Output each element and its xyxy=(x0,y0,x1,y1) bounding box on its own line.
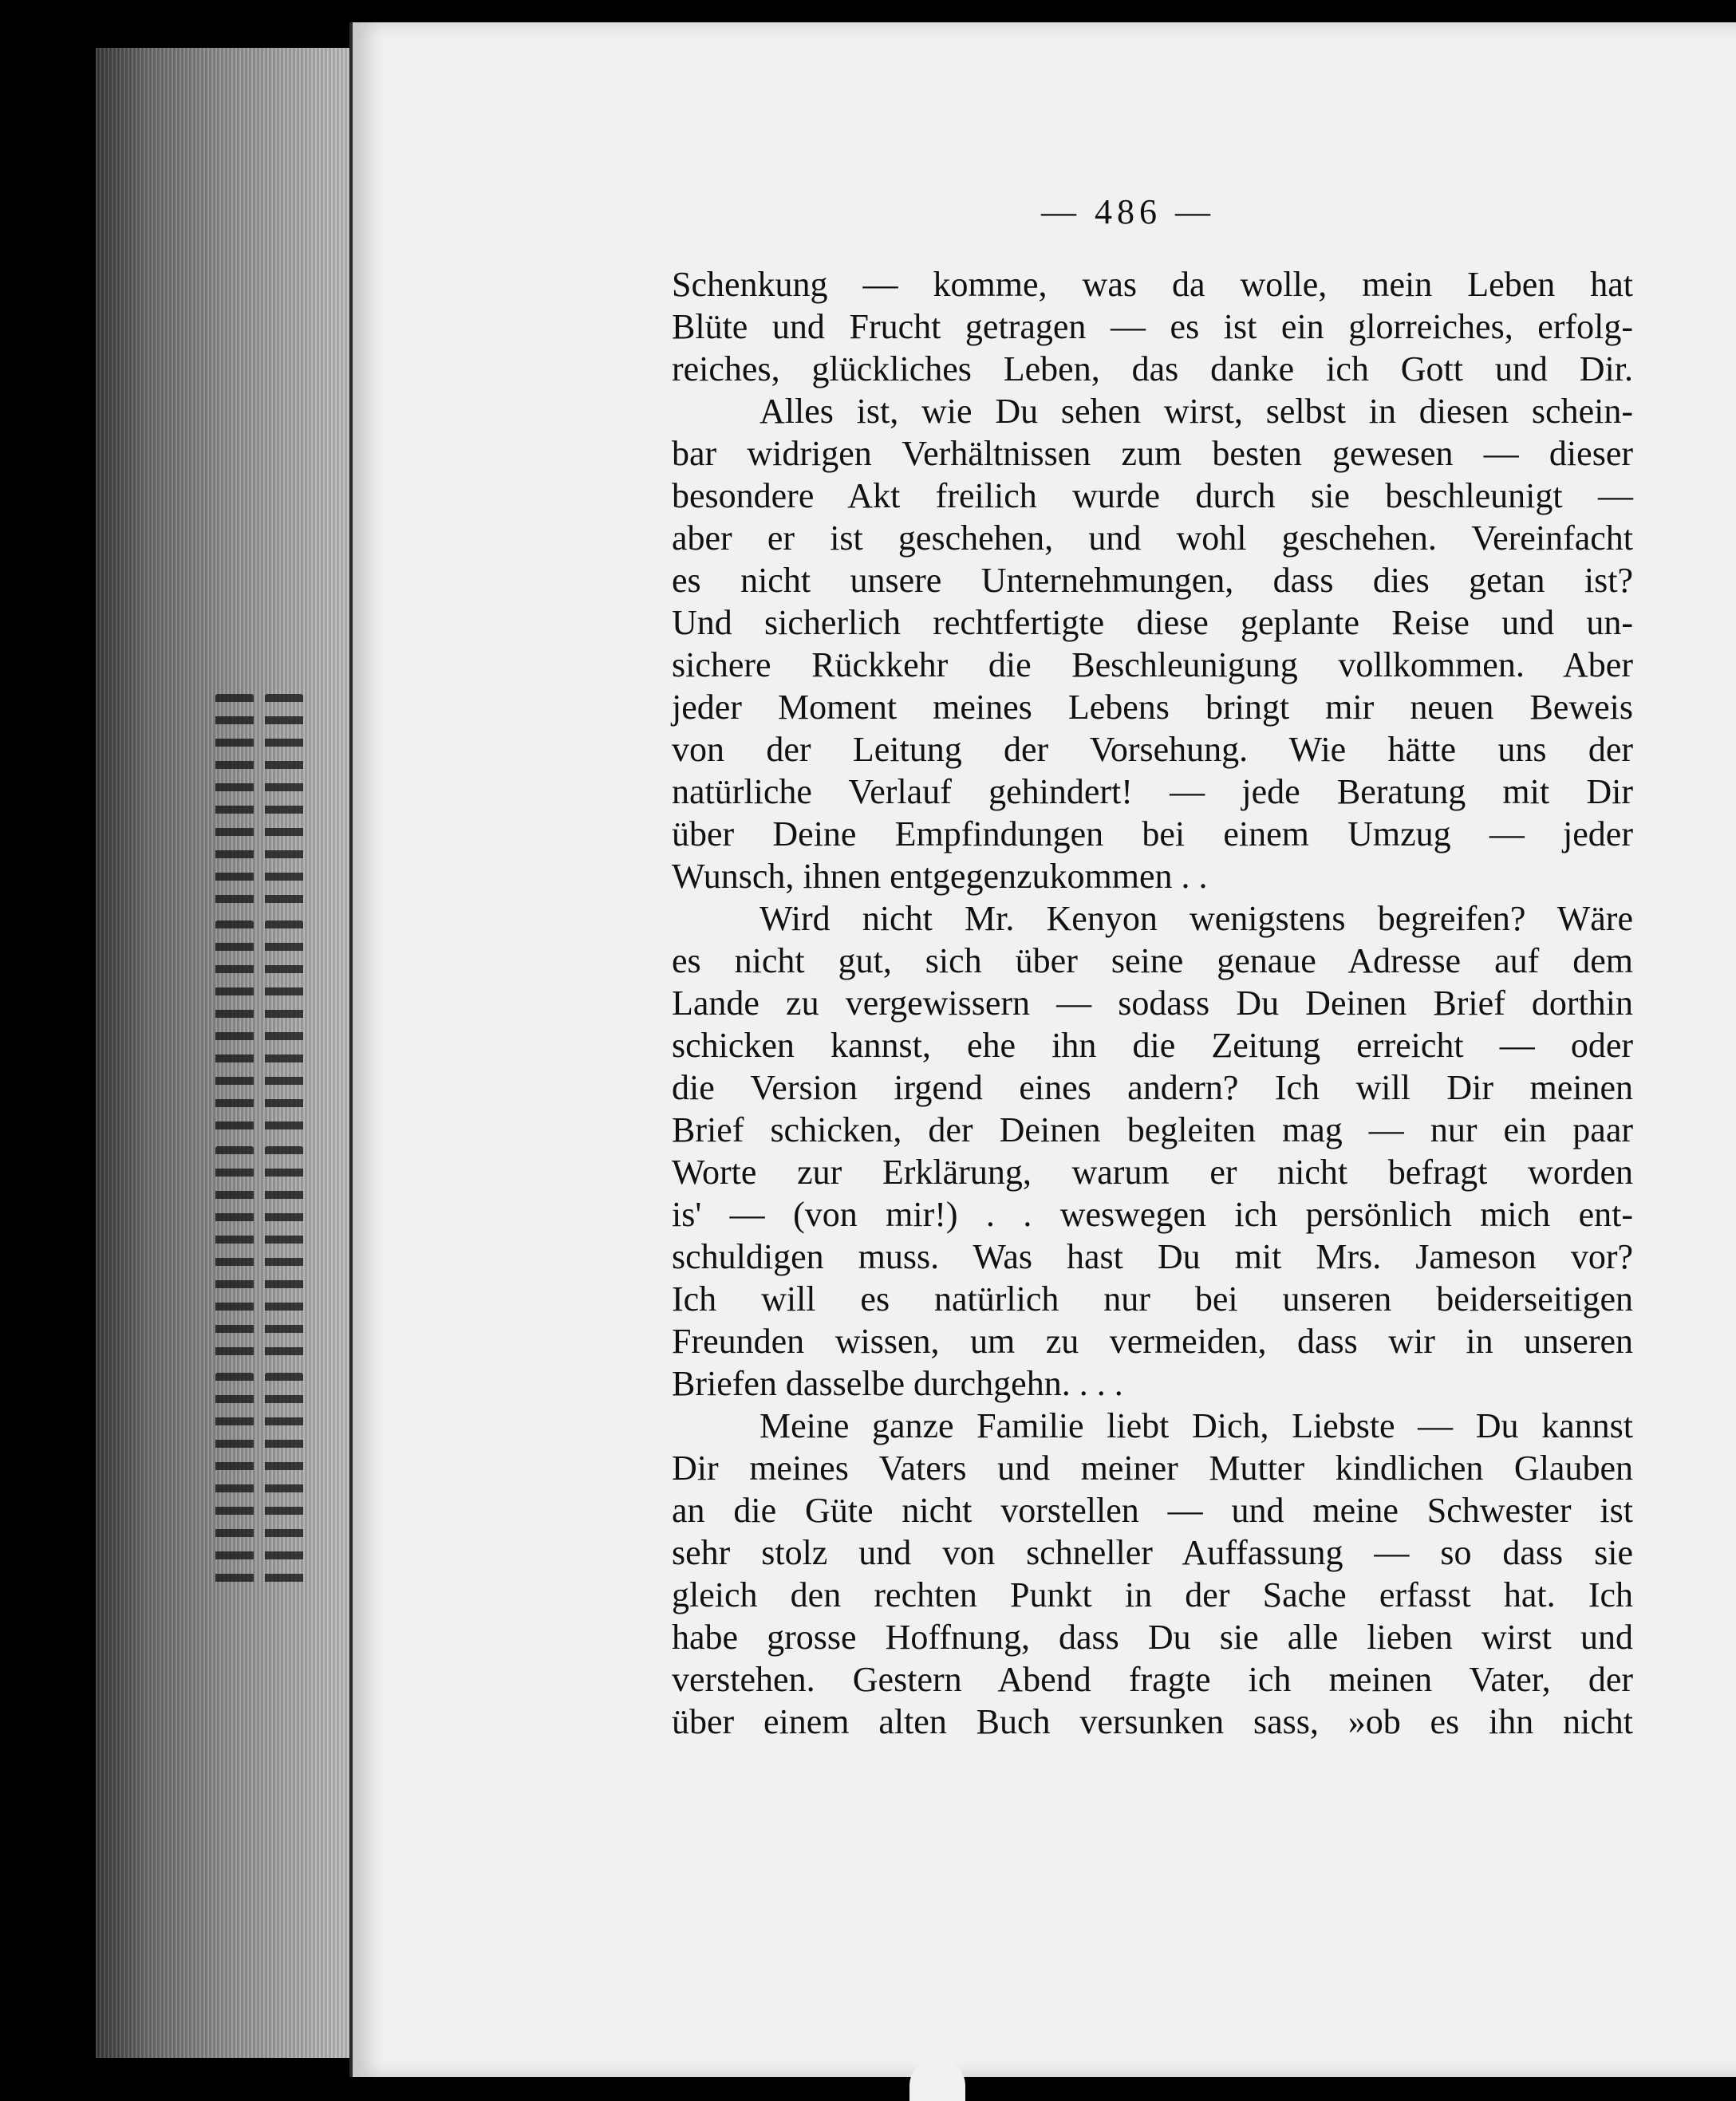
text-line: Brief schicken, der Deinen begleiten mag — nur ein paar xyxy=(672,1110,1633,1149)
text-line: Dir meines Vaters und meiner Mutter kindlichen Glauben xyxy=(672,1449,1633,1488)
text-line: Wird nicht Mr. Kenyon wenigstens begreifen? Wäre xyxy=(760,899,1633,938)
text-line: von der Leitung der Vorsehung. Wie hätte uns der xyxy=(672,730,1633,769)
text-line: es nicht gut, sich über seine genaue Adresse auf dem xyxy=(672,941,1633,980)
text-line: besondere Akt freilich wurde durch sie beschleunigt — xyxy=(672,476,1633,515)
text-line: jeder Moment meines Lebens bringt mir neuen Beweis xyxy=(672,688,1633,727)
text-line: Ich will es natürlich nur bei unseren beiderseitigen xyxy=(672,1279,1633,1319)
text-line: Briefen dasselbe durchgehn. . . . xyxy=(672,1364,1123,1403)
text-line: sehr stolz und von schneller Auffassung — so dass sie xyxy=(672,1533,1633,1572)
text-line: es nicht unsere Unternehmungen, dass dies getan ist? xyxy=(672,561,1633,600)
text-line: is' — (von mir!) . . weswegen ich persönlich mich ent- xyxy=(672,1195,1633,1234)
text-line: gleich den rechten Punkt in der Sache erfasst hat. Ich xyxy=(672,1575,1633,1614)
text-line: bar widrigen Verhältnissen zum besten gewesen — dieser xyxy=(672,434,1633,473)
page-number: — 486 — xyxy=(1041,192,1215,231)
text-line: Und sicherlich rechtfertigte diese geplante Reise und un- xyxy=(672,603,1633,642)
text-line: verstehen. Gestern Abend fragte ich meinen Vater, der xyxy=(672,1660,1633,1699)
text-line: Meine ganze Familie liebt Dich, Liebste — Du kannst xyxy=(760,1406,1633,1445)
text-line: aber er ist geschehen, und wohl geschehen. Vereinfacht xyxy=(672,518,1633,558)
text-line: über einem alten Buch versunken sass, »ob es ihn nicht xyxy=(672,1702,1633,1741)
text-line: schuldigen muss. Was hast Du mit Mrs. Jameson vor? xyxy=(672,1237,1633,1276)
text-line: an die Güte nicht vorstellen — und meine Schwester ist xyxy=(672,1491,1633,1530)
text-line: natürliche Verlauf gehindert! — jede Beratung mit Dir xyxy=(672,772,1633,811)
text-line: Schenkung — komme, was da wolle, mein Leben hat xyxy=(672,265,1633,304)
text-line: Blüte und Frucht getragen — es ist ein glorreiches, erfolg- xyxy=(672,307,1633,346)
text-line: Alles ist, wie Du sehen wirst, selbst in diesen schein- xyxy=(760,392,1633,431)
body-text xyxy=(672,263,1633,1743)
text-line: Freunden wissen, um zu vermeiden, dass wir in unseren xyxy=(672,1322,1633,1361)
text-line: reiches, glückliches Leben, das danke ich Gott und Dir. xyxy=(672,349,1633,388)
text-line: über Deine Empfindungen bei einem Umzug — jeder xyxy=(672,814,1633,853)
text-line: schicken kannst, ehe ihn die Zeitung erreicht — oder xyxy=(672,1026,1633,1065)
text-line: Wunsch, ihnen entgegenzukommen . . xyxy=(672,857,1208,896)
text-line: Lande zu vergewissern — sodass Du Deinen Brief dorthin xyxy=(672,983,1633,1023)
text-line: sichere Rückkehr die Beschleunigung vollkommen. Aber xyxy=(672,645,1633,684)
text-line: die Version irgend eines andern? Ich will Dir meinen xyxy=(672,1068,1633,1107)
text-line: habe grosse Hoffnung, dass Du sie alle lieben wirst und xyxy=(672,1618,1633,1657)
text-line: Worte zur Erklärung, warum er nicht befragt worden xyxy=(672,1153,1633,1192)
book-edge-marks xyxy=(215,694,303,1587)
